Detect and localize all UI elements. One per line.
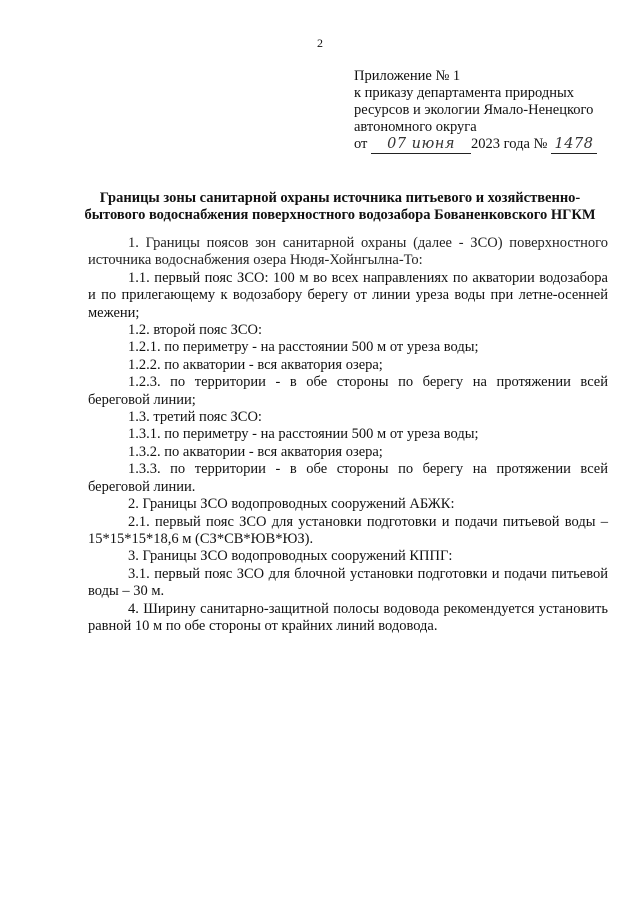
handwritten-number: 1478 <box>551 136 597 154</box>
paragraph-1-3-2: 1.3.2. по акватории - вся акватория озера; <box>128 443 383 460</box>
paragraph-1: 1. Границы поясов зон санитарной охраны (далее - ЗСО) поверхностного источника водоснабжения озера Нюдя-Хойнгылна-То: <box>88 235 608 269</box>
paragraph-1-2-1: 1.2.1. по периметру - на расстоянии 500 м от уреза воды; <box>128 339 479 356</box>
document-body <box>88 235 608 635</box>
paragraph-3: 3. Границы ЗСО водопроводных сооружений КППГ: <box>128 548 453 565</box>
annex-title: Приложение № 1 <box>354 68 461 84</box>
paragraph-1-3-1: 1.3.1. по периметру - на расстоянии 500 м от уреза воды; <box>128 426 479 443</box>
page-number: 2 <box>317 36 323 50</box>
annex-date-line <box>354 136 624 154</box>
paragraph-2-1: 2.1. первый пояс ЗСО для установки подготовки и подачи питьевой воды – 15*15*15*18,6 м (СЗ*СВ*ЮВ*ЮЗ). <box>88 513 608 547</box>
paragraph-1-3: 1.3. третий пояс ЗСО: <box>128 409 262 426</box>
paragraph-2: 2. Границы ЗСО водопроводных сооружений АБЖК: <box>128 496 455 513</box>
annex-line-region: автономного округа <box>354 119 477 135</box>
year-text: 2023 года № <box>471 136 548 152</box>
paragraph-4: 4. Ширину санитарно-защитной полосы водовода рекомендуется установить равной 10 м по обе стороны от крайних линий водовода. <box>88 600 608 634</box>
annex-line-order: к приказу департамента природных <box>354 85 574 101</box>
paragraph-1-2-2: 1.2.2. по акватории - вся акватория озера; <box>128 356 383 373</box>
paragraph-1-3-3: 1.3.3. по территории - в обе стороны по берегу на протяжении всей береговой линии. <box>88 461 608 495</box>
paragraph-1-2: 1.2. второй пояс ЗСО: <box>128 322 263 339</box>
document-title: Границы зоны санитарной охраны источника питьевого и хозяйственно-бытового водоснабжения поверхностного водозабора Бованенковского НГКМ <box>84 190 596 223</box>
paragraph-3-1: 3.1. первый пояс ЗСО для блочной установки подготовки и подачи питьевой воды – 30 м. <box>88 565 608 600</box>
paragraph-1-1: 1.1. первый пояс ЗСО: 100 м во всех направлениях по акватории водозабора и по прилегающему к водозабору берегу от линии уреза воды при летне-осенней межени; <box>88 269 608 321</box>
annex-line-department: ресурсов и экологии Ямало-Ненецкого <box>354 102 594 118</box>
paragraph-1-2-3: 1.2.3. по территории - в обе стороны по берегу на протяжении всей береговой линии; <box>88 374 608 408</box>
annex-header <box>354 68 624 154</box>
handwritten-date: 07 июня <box>371 136 471 154</box>
date-prefix: от <box>354 136 368 152</box>
